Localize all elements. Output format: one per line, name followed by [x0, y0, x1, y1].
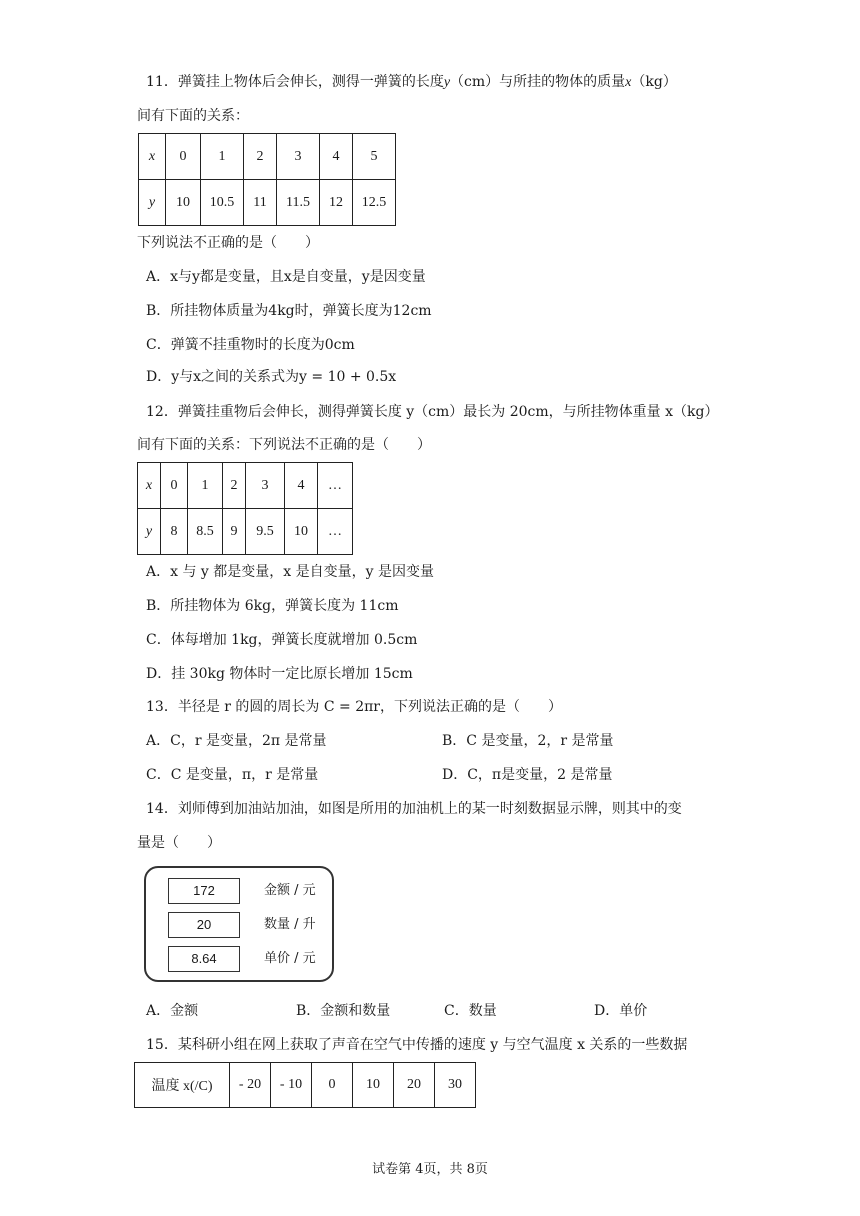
- table-cell: 10.5: [201, 180, 244, 226]
- q11-table-row-x: [139, 134, 396, 180]
- table-cell: 8: [161, 509, 188, 555]
- table-cell: 温度 x(/C): [135, 1063, 230, 1108]
- table-cell: y: [139, 180, 166, 226]
- q14-option-d: D．单价: [594, 1003, 648, 1019]
- table-cell: 2: [244, 134, 277, 180]
- q12-option-c: C．体每增加 1kg，弹簧长度就增加 0.5cm: [146, 632, 418, 648]
- q13-option-a: A．C，r 是变量，2π 是常量: [146, 733, 327, 749]
- page-footer: 试卷第 4页，共 8页: [372, 1162, 488, 1177]
- q12-option-d: D．挂 30kg 物体时一定比原长增加 15cm: [146, 666, 413, 682]
- table-cell: y: [138, 509, 161, 555]
- table-cell: 12: [320, 180, 353, 226]
- q11-option-c: C．弹簧不挂重物时的长度为0cm: [146, 337, 355, 353]
- table-cell: …: [318, 509, 353, 555]
- q12-line2: 间有下面的关系：下列说法不正确的是（ ）: [137, 437, 431, 453]
- q13-option-c: C．C 是变量，π，r 是常量: [146, 767, 319, 783]
- amount-label: 金额 / 元: [264, 883, 316, 898]
- q11-text-a: 11．弹簧挂上物体后会伸长，测得一弹簧的长度: [146, 74, 444, 90]
- table-cell: 2: [223, 463, 246, 509]
- table-cell: 9.5: [246, 509, 285, 555]
- q11-line2: 间有下面的关系：: [137, 108, 249, 124]
- q14-option-b: B．金额和数量: [296, 1003, 391, 1019]
- q11-var-x: x: [625, 75, 632, 90]
- fuel-pump-display: [144, 866, 334, 982]
- q12-option-a: A．x 与 y 都是变量，x 是自变量，y 是因变量: [146, 564, 434, 580]
- q11-text-b: （cm）与所挂的物体的质量: [450, 74, 626, 90]
- q15-table: [134, 1062, 476, 1108]
- q11-option-d: D．y与x之间的关系式为y = 10 + 0.5x: [146, 369, 397, 385]
- table-cell: 30: [435, 1063, 476, 1108]
- table-cell: 0: [166, 134, 201, 180]
- table-cell: 1: [188, 463, 223, 509]
- table-cell: …: [318, 463, 353, 509]
- quantity-value: 20: [168, 912, 240, 938]
- table-cell: 10: [353, 1063, 394, 1108]
- q12-line1: 12．弹簧挂重物后会伸长，测得弹簧长度 y（cm）最长为 20cm，与所挂物体重量 x（kg）: [146, 404, 719, 420]
- quantity-label: 数量 / 升: [264, 917, 316, 932]
- q11-table-row-y: [139, 180, 396, 226]
- table-cell: 20: [394, 1063, 435, 1108]
- amount-value: 172: [168, 878, 240, 904]
- q11-table: [138, 133, 396, 226]
- table-cell: - 20: [230, 1063, 271, 1108]
- q14-option-c: C．数量: [444, 1003, 497, 1019]
- table-cell: 11: [244, 180, 277, 226]
- q12-option-b: B．所挂物体为 6kg，弹簧长度为 11cm: [146, 598, 399, 614]
- q11-var-y: y: [443, 75, 451, 90]
- q11-text-c: （kg）: [631, 74, 677, 90]
- table-cell: 3: [246, 463, 285, 509]
- q12-table-row-x: [138, 463, 353, 509]
- q14-option-a: A．金额: [146, 1003, 199, 1019]
- unit-price-label: 单价 / 元: [264, 951, 316, 966]
- table-cell: 8.5: [188, 509, 223, 555]
- table-cell: 10: [166, 180, 201, 226]
- table-cell: 4: [320, 134, 353, 180]
- table-cell: x: [139, 134, 166, 180]
- table-cell: 12.5: [353, 180, 396, 226]
- unit-price-value: 8.64: [168, 946, 240, 972]
- table-cell: - 10: [271, 1063, 312, 1108]
- table-cell: 5: [353, 134, 396, 180]
- q14-line1: 14．刘师傅到加油站加油，如图是所用的加油机上的某一时刻数据显示牌，则其中的变: [146, 801, 682, 817]
- q12-table-row-y: [138, 509, 353, 555]
- q11-option-a: A．x与y都是变量，且x是自变量，y是因变量: [146, 269, 426, 285]
- q12-table: [137, 462, 353, 555]
- table-cell: 3: [277, 134, 320, 180]
- q11-line1: [146, 72, 677, 93]
- table-cell: 10: [285, 509, 318, 555]
- table-cell: 1: [201, 134, 244, 180]
- q13-option-d: D．C，π是变量，2 是常量: [442, 767, 613, 783]
- table-cell: 4: [285, 463, 318, 509]
- table-cell: 9: [223, 509, 246, 555]
- q13-line1: 13．半径是 r 的圆的周长为 C = 2πr，下列说法正确的是（ ）: [146, 699, 562, 715]
- table-cell: 0: [161, 463, 188, 509]
- table-cell: x: [138, 463, 161, 509]
- q11-stem: 下列说法不正确的是（ ）: [137, 235, 319, 251]
- q13-option-b: B．C 是变量，2，r 是常量: [442, 733, 614, 749]
- q11-option-b: B．所挂物体质量为4kg时，弹簧长度为12cm: [146, 303, 432, 319]
- table-cell: 0: [312, 1063, 353, 1108]
- q14-line2: 量是（ ）: [137, 835, 221, 851]
- q15-table-row: [135, 1063, 476, 1108]
- q15-line1: 15．某科研小组在网上获取了声音在空气中传播的速度 y 与空气温度 x 关系的一些数据: [146, 1037, 688, 1053]
- table-cell: 11.5: [277, 180, 320, 226]
